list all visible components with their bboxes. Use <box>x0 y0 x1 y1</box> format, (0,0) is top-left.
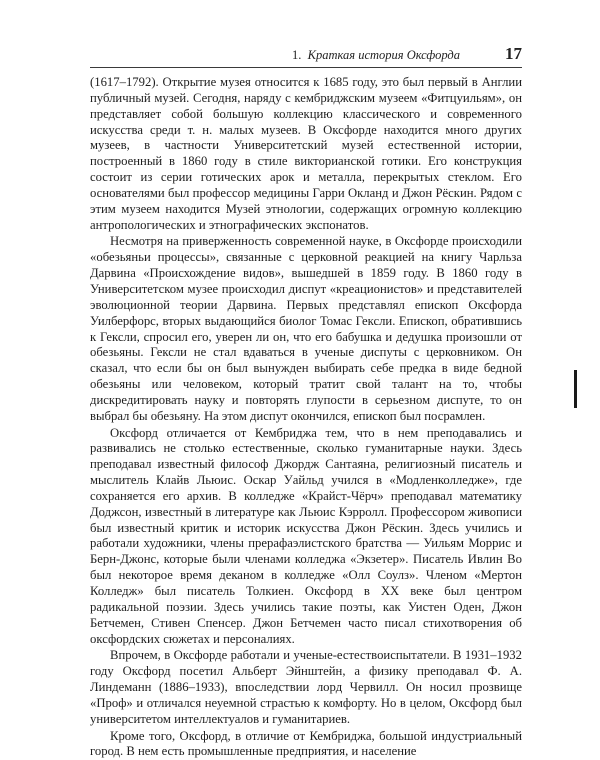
running-header <box>90 44 522 68</box>
running-title <box>292 47 460 63</box>
margin-mark <box>574 370 577 408</box>
body-text <box>90 75 522 760</box>
paragraph-1: (1617–1792). Открытие музея относится к 1685 году, это был первый в Англии публичный музей. Сегодня, наряду с кембриджским музеем «Фитцуильям», он представляет собой большую коллекцию классического и современного искусства среди т. н. малых музеев. В Оксфорде находится много других музеев, в частности Университетский музей естественной истории, построенный в 1860 году в стиле викторианской готики. Его конструкция состоит из серии готических арок и металла, перекрытых стеклом. Его основателями был профессор медицины Гарри Окланд и Джон Рёскин. Рядом с этим музеем находится Музей этнологии, содержащих огромную коллекцию антропологических и этнографических экспонатов. <box>90 75 522 232</box>
paragraph-2: Несмотря на приверженность современной науке, в Оксфорде происходили «обезьяньи процессы», связанные с церковной реакцией на книгу Чарльза Дарвина «Происхождение видов», вышедшей в 1859 году. В 1860 году в Университетском музее происходил диспут «креационистов» и представителей эволюционной теории Дарвина. Первых представлял епископ Оксфорда Уилберфорс, вторых выдающийся биолог Томас Гексли. Епископ, обратившись к Гексли, спросил его, уверен ли он, что его бабушка и дедушка произошли от обезьяны. Гексли не стал вдаваться в ученые диспуты с церковником. Он сказал, что если бы он был вынужден выбирать себе предка в виде бедной обезьяны или человеком, который тратит свой талант на то, чтобы дискредитировать науку и повторять глупости в серьезном диспуте, то он выбрал бы обезьяну. На этом диспут окончился, епископ был посрамлен. <box>90 234 522 423</box>
paragraph-5: Кроме того, Оксфорд, в отличие от Кембриджа, большой индустриальный город. В нем есть промышленные предприятия, и население <box>90 728 522 759</box>
paragraph-4: Впрочем, в Оксфорде работали и ученые-естествоиспытатели. В 1931–1932 году Оксфорд посетил Альберт Эйнштейн, а физику преподавал Ф. А. Линдеманн (1886–1933), впоследствии лорд Червилл. Он носил прозвище «Проф» и отличался неуемной страстью к комфорту. Но в целом, Оксфорд был университетом интеллектуалов и гуманитариев. <box>90 648 522 726</box>
chapter-title: Краткая история Оксфорда <box>307 48 460 62</box>
chapter-number: 1. <box>292 48 302 62</box>
paragraph-3: Оксфорд отличается от Кембриджа тем, что в нем преподавались и развивались не столько естественные, сколько гуманитарные науки. Здесь преподавал известный философ Джордж Сантаяна, религиозный писатель и мыслитель Клайв Льюис. Оскар Уайльд учился в «Модленколледже», где сохраняется его архив. В колледже «Крайст-Чёрч» преподавал математику Доджсон, известный в литературе как Льюис Кэрролл. Профессором живописи был известный критик и историк искусства Джон Рёскин. Здесь учились и работали художники, члены прерафаэлистского братства — Уильям Моррис и Берн-Джонс, которые были членами колледжа «Экзетер». Писатель Ивлин Во был некоторое время деканом в колледже «Олл Соулз». Членом «Мертон Колледж» был писатель Толкиен. Оксфорд в XX веке был центром радикальной поэзии. Здесь учились такие поэты, как Уистен Оден, Джон Бетчемен, Стивен Спенсер. Джон Бетчемен часто писал стихотворения об оксфордских сюжетах и персоналиях. <box>90 425 522 646</box>
page-number: 17 <box>505 44 522 63</box>
